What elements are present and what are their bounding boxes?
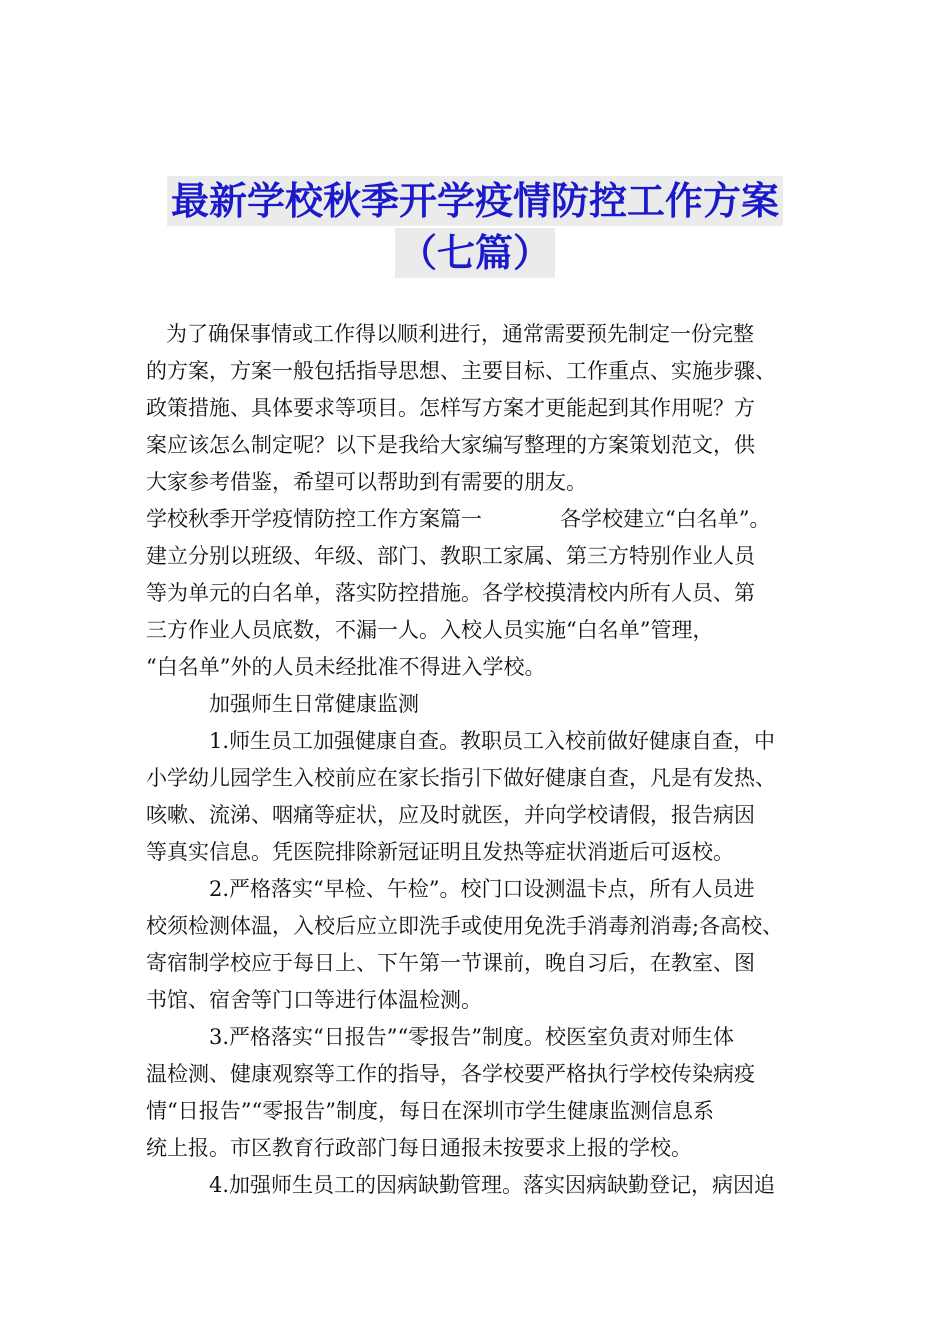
text-line: 情“日报告”“零报告”制度，每日在深圳市学生健康监测信息系 <box>146 1099 714 1123</box>
title-line-2: （七篇） <box>395 228 555 278</box>
item4-paragraph <box>146 1167 810 1204</box>
text-line: 三方作业人员底数，不漏一人。入校人员实施“白名单”管理， <box>146 618 714 642</box>
text-line: 1.师生员工加强健康自查。教职员工入校前做好健康自查，中 <box>209 729 776 753</box>
text-line: 书馆、宿舍等门口等进行体温检测。 <box>146 988 482 1012</box>
text-line: 政策措施、具体要求等项目。怎样写方案才更能起到其作用呢？方 <box>146 396 755 420</box>
text-line: 等真实信息。凭医院排除新冠证明且发热等症状消逝后可返校。 <box>146 840 734 864</box>
text-line: “白名单”外的人员未经批准不得进入学校。 <box>146 655 546 679</box>
text-line: 咳嗽、流涕、咽痛等症状，应及时就医，并向学校请假，报告病因 <box>146 803 755 827</box>
text-line: 校须检测体温，入校后应立即洗手或使用免洗手消毒剂消毒;各高校、 <box>146 914 784 938</box>
text-line: 4.加强师生员工的因病缺勤管理。落实因病缺勤登记，病因追 <box>209 1173 776 1197</box>
text-line: 2.严格落实“早检、午检”。校门口设测温卡点，所有人员进 <box>209 877 755 901</box>
text-line: 小学幼儿园学生入校前应在家长指引下做好健康自查，凡是有发热、 <box>146 766 776 790</box>
text-line: 为了确保事情或工作得以顺利进行，通常需要预先制定一份完整 <box>166 322 754 346</box>
intro-paragraph <box>146 316 810 501</box>
text-line: 建立分别以班级、年级、部门、教职工家属、第三方特别作业人员 <box>146 544 755 568</box>
text-line: 统上报。市区教育行政部门每日通报未按要求上报的学校。 <box>146 1136 692 1160</box>
text-line: 的方案，方案一般包括指导思想、主要目标、工作重点、实施步骤、 <box>146 359 776 383</box>
document-body <box>146 316 810 1204</box>
text-line: 各学校建立“白名单”。 <box>560 507 771 531</box>
item2-paragraph <box>146 871 810 1019</box>
title-line-1: 最新学校秋季开学疫情防控工作方案 <box>167 176 783 226</box>
item3-paragraph <box>146 1019 810 1167</box>
text-line: 等为单元的白名单，落实防控措施。各学校摸清校内所有人员、第 <box>146 581 755 605</box>
text-line: 大家参考借鉴，希望可以帮助到有需要的朋友。 <box>146 470 587 494</box>
section1-paragraph <box>146 501 810 686</box>
text-line: 寄宿制学校应于每日上、下午第一节课前，晚自习后，在教室、图 <box>146 951 755 975</box>
document-title <box>0 176 950 280</box>
subheading: 加强师生日常健康监测 <box>209 692 419 716</box>
text-line: 3.严格落实“日报告”“零报告”制度。校医室负责对师生体 <box>209 1025 734 1049</box>
text-line: 案应该怎么制定呢？以下是我给大家编写整理的方案策划范文，供 <box>146 433 755 457</box>
subheading-paragraph <box>146 686 810 723</box>
item1-paragraph <box>146 723 810 871</box>
text-line: 温检测、健康观察等工作的指导，各学校要严格执行学校传染病疫 <box>146 1062 755 1086</box>
section-heading: 学校秋季开学疫情防控工作方案篇一 <box>146 507 482 531</box>
section1-heading-line <box>146 501 810 538</box>
